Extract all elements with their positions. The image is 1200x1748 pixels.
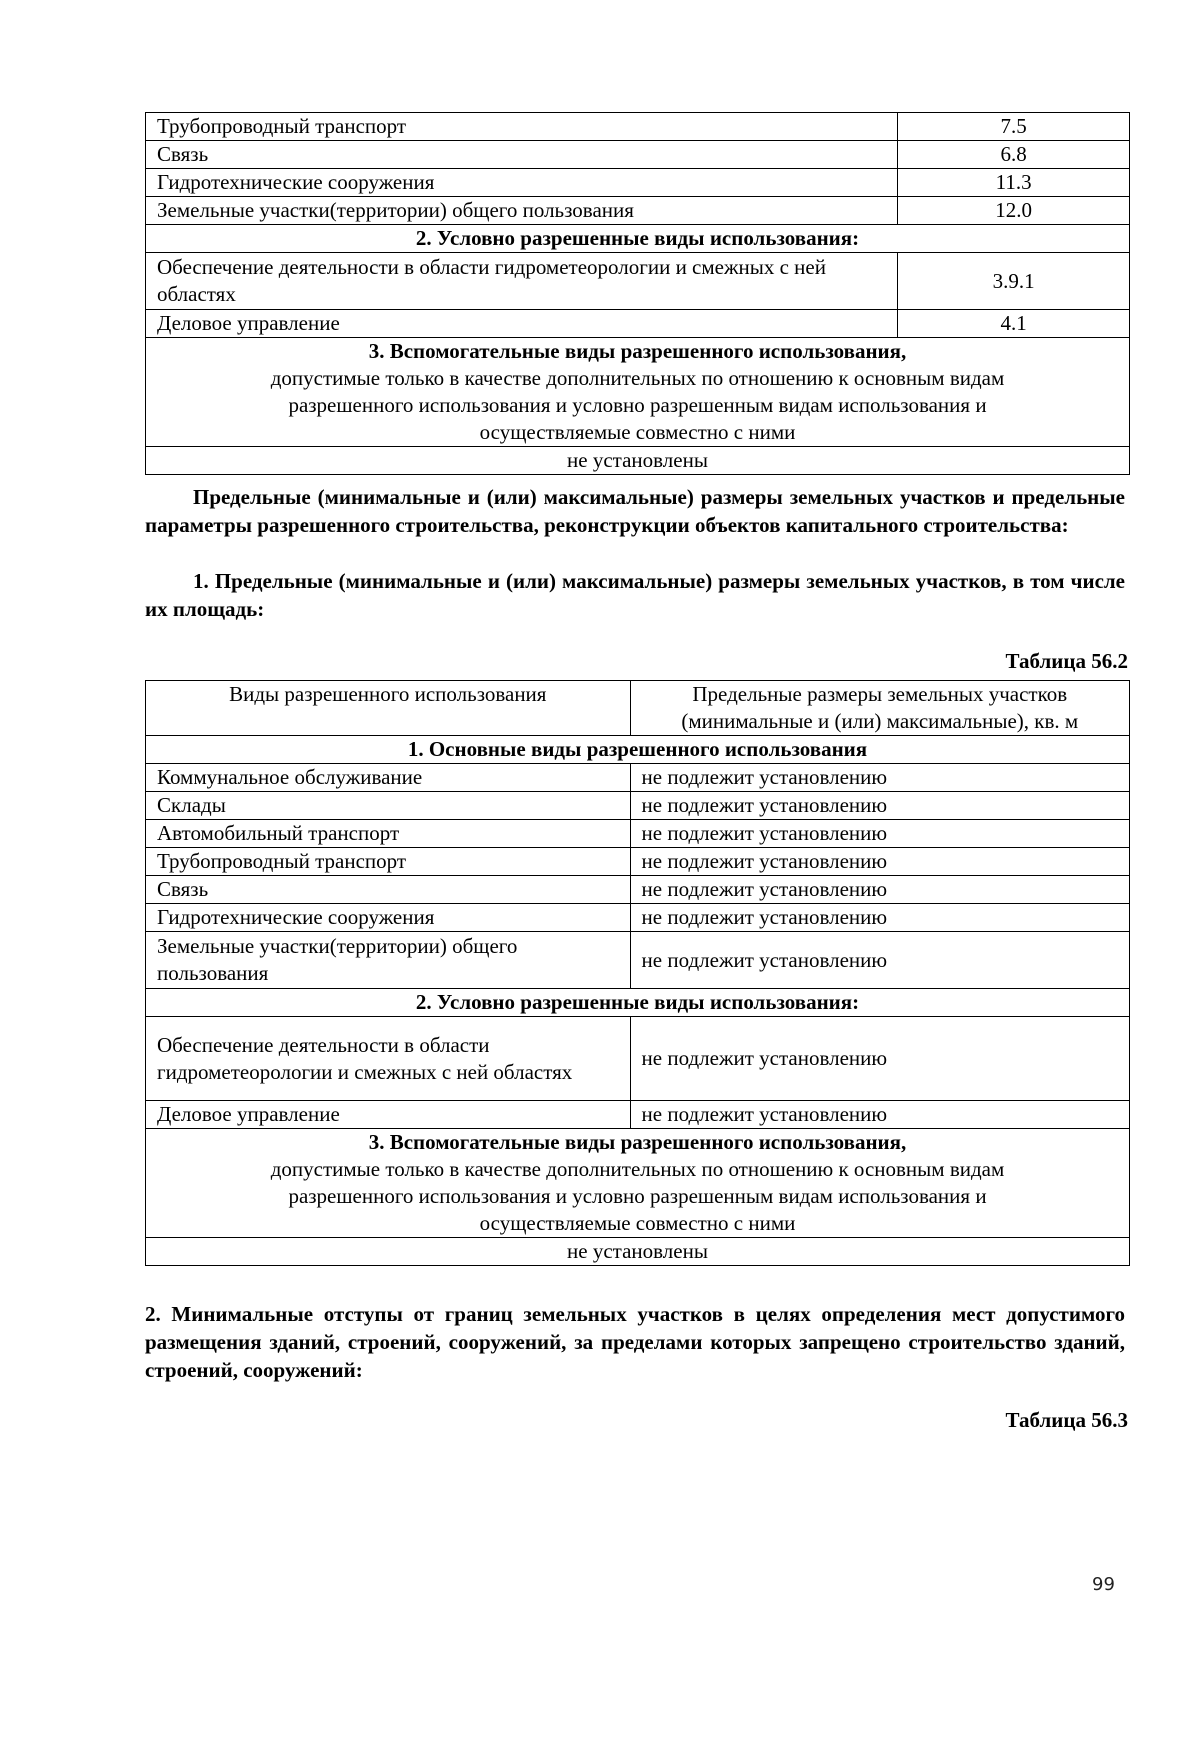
use-name-cell: Деловое управление (146, 310, 898, 338)
section-3-cell (146, 338, 1130, 447)
section-3-value: не установлены (146, 1238, 1130, 1266)
paragraph-setbacks: 2. Минимальные отступы от границ земельных участков в целях определения мест допустимого размещения зданий, строений, сооружений, за пределами которых запрещено строительство зданий, строений, сооружений: (145, 1302, 1125, 1382)
section-3-line: допустимые только в качестве дополнительных по отношению к основным видам (270, 1157, 1005, 1181)
table-row (146, 848, 1130, 876)
table-row (146, 447, 1130, 475)
use-name-cell: Гидротехнические сооружения (146, 904, 631, 932)
section-3-cell (146, 1129, 1130, 1238)
header-row (146, 681, 1130, 736)
use-code-cell: 12.0 (898, 197, 1130, 225)
table-row (146, 310, 1130, 338)
section-3-line: допустимые только в качестве дополнительных по отношению к основным видам (270, 366, 1005, 390)
section-3-line: разрешенного использования и условно разрешенным видам использования и (288, 1184, 987, 1208)
header-col2-line: (минимальные и (или) максимальные), кв. м (681, 709, 1079, 733)
section-3-title: 3. Вспомогательные виды разрешенного использования, (368, 1130, 907, 1154)
permitted-use-codes-table (145, 112, 1130, 475)
section-header-row (146, 225, 1130, 253)
page-number: 99 (1092, 1574, 1115, 1595)
use-name-cell: Коммунальное обслуживание (146, 764, 631, 792)
section-2-title: 2. Условно разрешенные виды использования: (146, 225, 1130, 253)
table-row (146, 197, 1130, 225)
table-row (146, 141, 1130, 169)
use-code-cell: 7.5 (898, 113, 1130, 141)
section-header-row (146, 736, 1130, 764)
size-value-cell: не подлежит установлению (630, 904, 1129, 932)
table-row (146, 764, 1130, 792)
use-name-cell: Трубопроводный транспорт (146, 848, 631, 876)
header-col2-line: Предельные размеры земельных участков (692, 682, 1068, 706)
table-row (146, 1238, 1130, 1266)
table-56-3-caption: Таблица 56.3 (1005, 1408, 1128, 1432)
table-row (146, 1017, 1130, 1101)
size-value-cell: не подлежит установлению (630, 876, 1129, 904)
size-value-cell: не подлежит установлению (630, 1101, 1129, 1129)
use-name-cell: Связь (146, 876, 631, 904)
use-code-cell: 3.9.1 (898, 253, 1130, 310)
section-1-title: 1. Основные виды разрешенного использования (146, 736, 1130, 764)
use-code-cell: 11.3 (898, 169, 1130, 197)
use-name-cell: Деловое управление (146, 1101, 631, 1129)
header-col1: Виды разрешенного использования (146, 681, 631, 736)
table-row (146, 113, 1130, 141)
use-code-cell: 4.1 (898, 310, 1130, 338)
table-56-2-caption: Таблица 56.2 (1005, 649, 1128, 673)
section-3-line: осуществляемые совместно с ними (479, 1211, 796, 1235)
section-3-value: не установлены (146, 447, 1130, 475)
size-value-cell: не подлежит установлению (630, 1017, 1129, 1101)
size-value-cell: не подлежит установлению (630, 764, 1129, 792)
use-name-cell: Обеспечение деятельности в области гидрометеорологии и смежных с ней областях (146, 253, 898, 310)
use-name-cell: Земельные участки(территории) общего пользования (146, 932, 631, 989)
section-3-line: разрешенного использования и условно разрешенным видам использования и (288, 393, 987, 417)
table-row (146, 1101, 1130, 1129)
paragraph-land-sizes: 1. Предельные (минимальные и (или) максимальные) размеры земельных участков, в том числе их площадь: (145, 569, 1125, 621)
use-code-cell: 6.8 (898, 141, 1130, 169)
size-value-cell: не подлежит установлению (630, 848, 1129, 876)
section-3-title: 3. Вспомогательные виды разрешенного использования, (368, 339, 907, 363)
section-2-title: 2. Условно разрешенные виды использования: (146, 989, 1130, 1017)
section-header-row (146, 338, 1130, 447)
use-name-cell: Трубопроводный транспорт (146, 113, 898, 141)
section-header-row (146, 989, 1130, 1017)
size-value-cell: не подлежит установлению (630, 792, 1129, 820)
section-header-row (146, 1129, 1130, 1238)
use-name-cell: Земельные участки(территории) общего пользования (146, 197, 898, 225)
use-name-cell: Обеспечение деятельности в области гидрометеорологии и смежных с ней областях (146, 1017, 631, 1101)
table-row (146, 253, 1130, 310)
size-value-cell: не подлежит установлению (630, 820, 1129, 848)
size-value-cell: не подлежит установлению (630, 932, 1129, 989)
table-row (146, 876, 1130, 904)
land-size-limits-table (145, 680, 1130, 1266)
table-row (146, 820, 1130, 848)
table-row (146, 904, 1130, 932)
paragraph-limits-intro: Предельные (минимальные и (или) максимальные) размеры земельных участков и предельные параметры разрешенного строительства, реконструкции объектов капитального строительства: (145, 485, 1125, 537)
use-name-cell: Связь (146, 141, 898, 169)
use-name-cell: Автомобильный транспорт (146, 820, 631, 848)
table-row (146, 792, 1130, 820)
table-row (146, 169, 1130, 197)
section-3-line: осуществляемые совместно с ними (479, 420, 796, 444)
use-name-cell: Гидротехнические сооружения (146, 169, 898, 197)
table-row (146, 932, 1130, 989)
header-col2 (630, 681, 1129, 736)
use-name-cell: Склады (146, 792, 631, 820)
